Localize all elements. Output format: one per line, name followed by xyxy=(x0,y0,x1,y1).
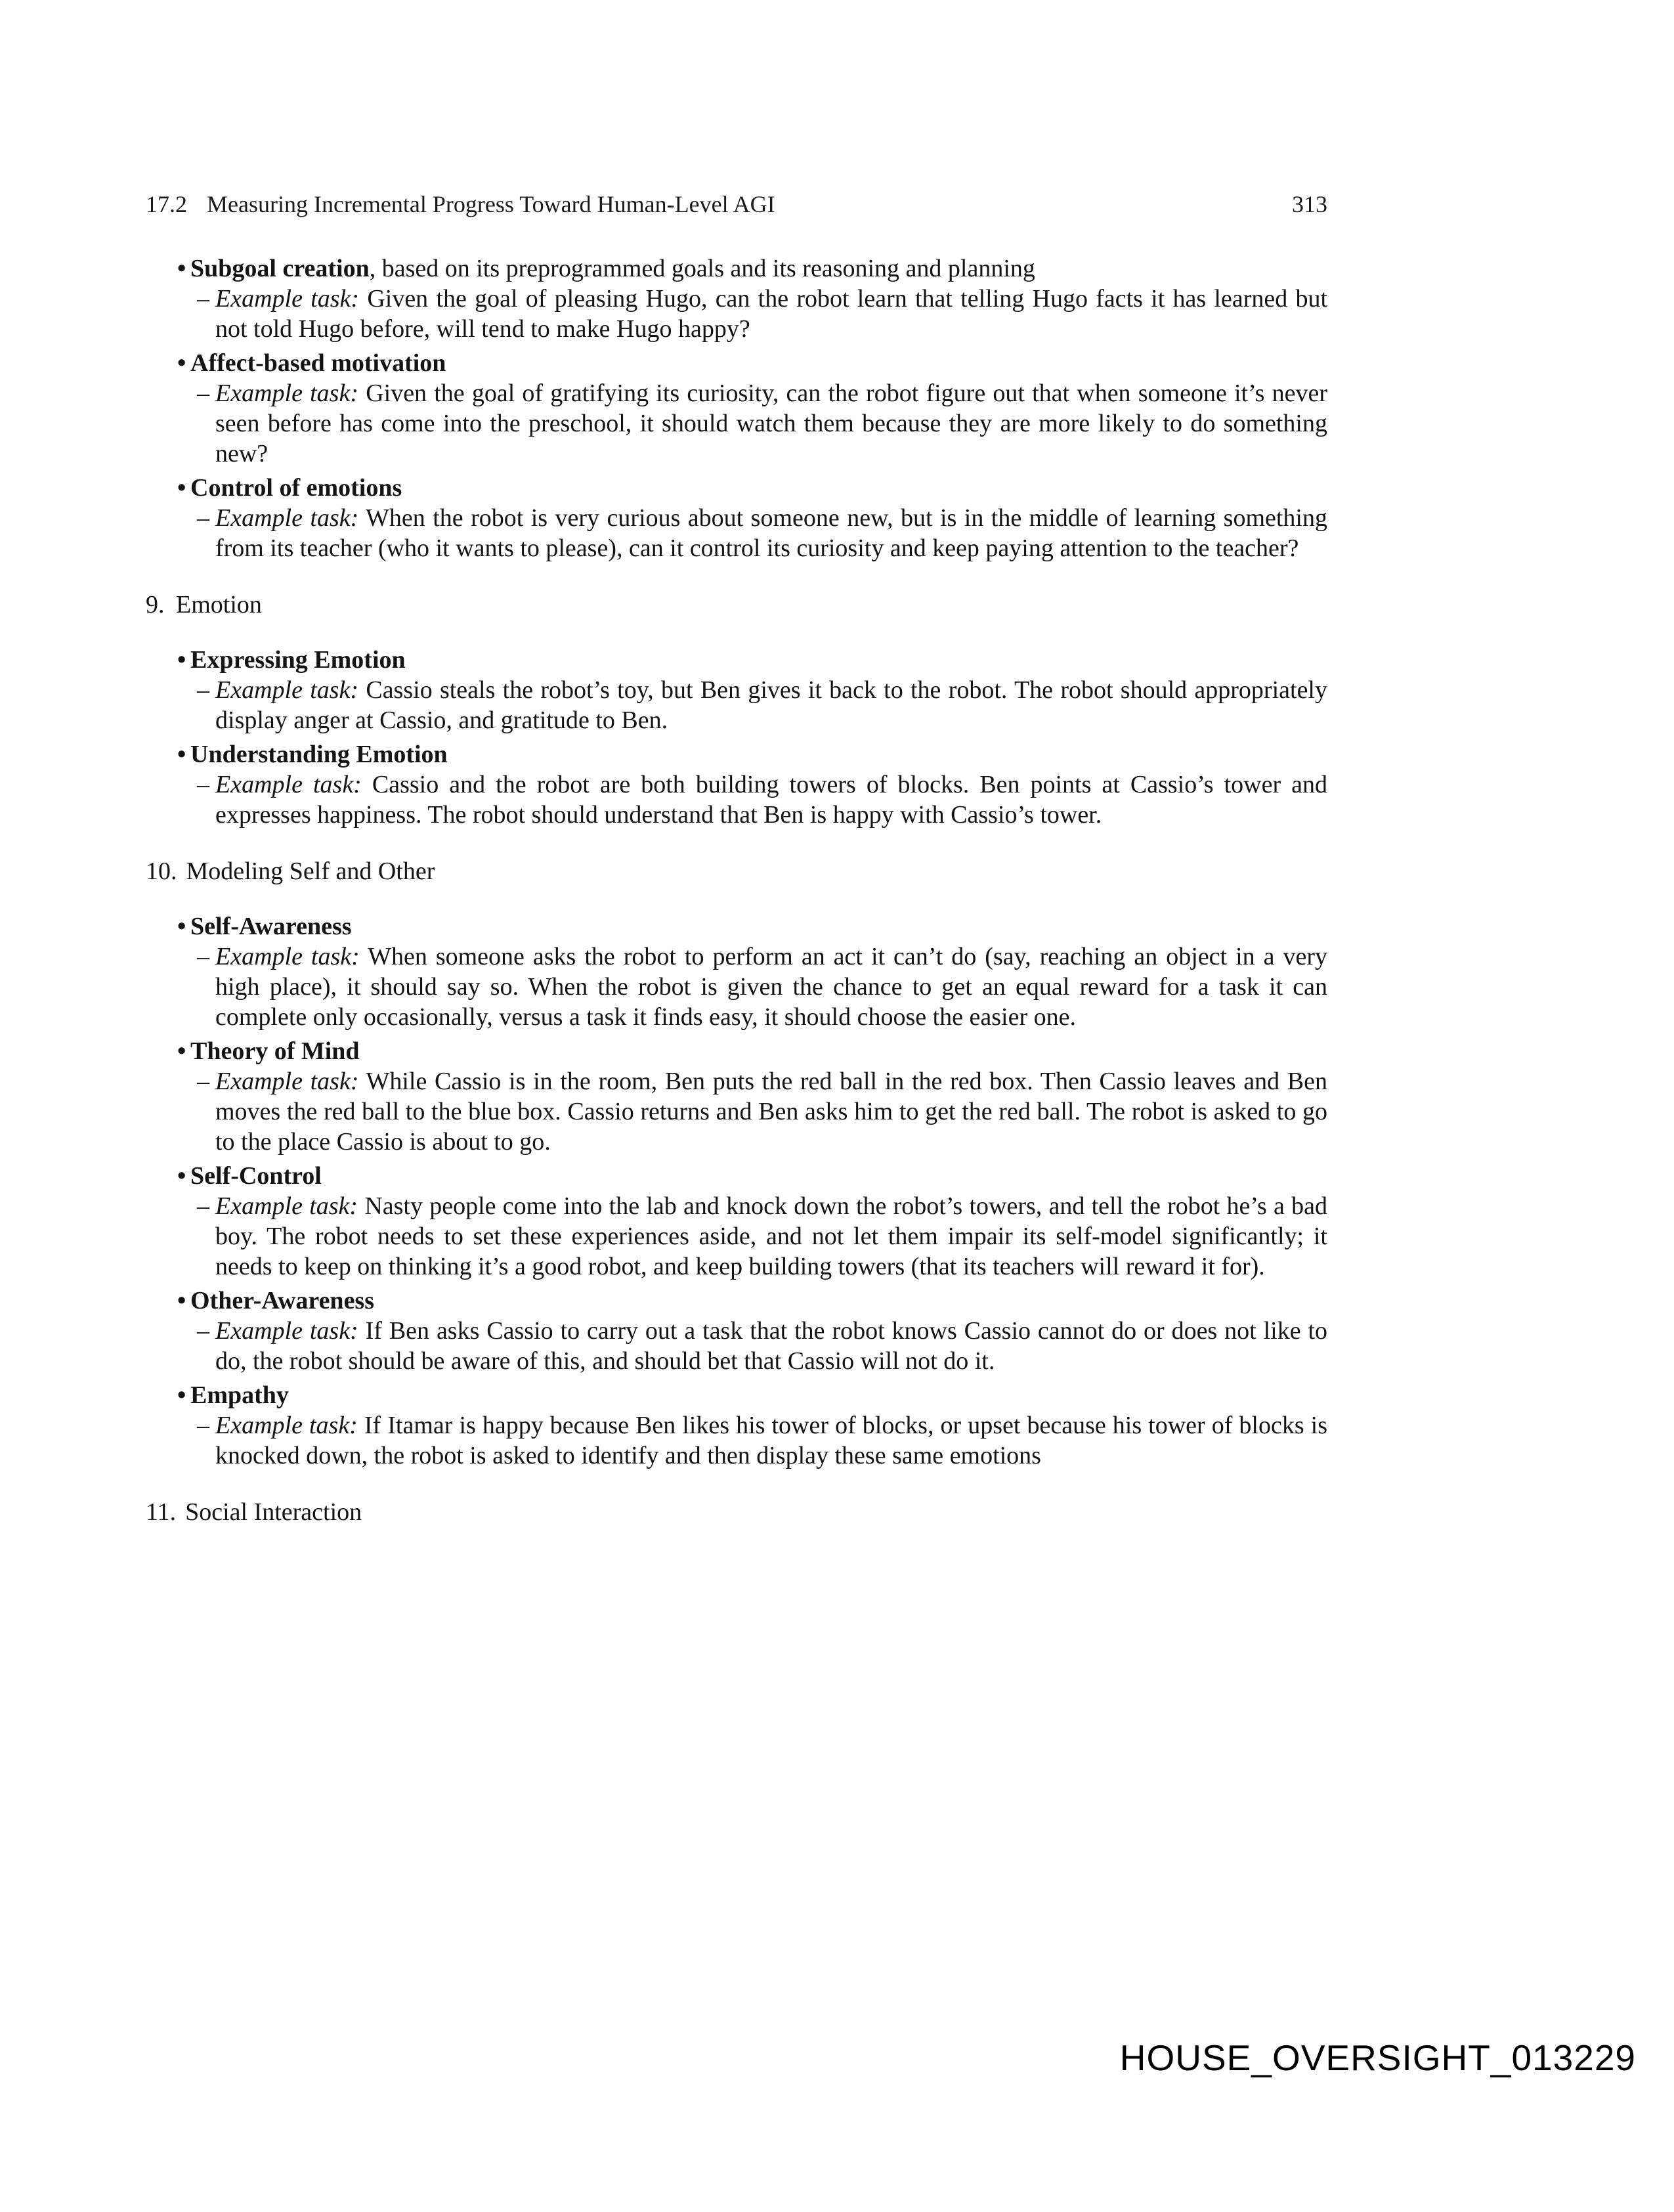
example-task-label: Example task: xyxy=(215,1192,358,1220)
numbered-section-heading xyxy=(146,1497,1327,1527)
dash-icon: – xyxy=(197,943,209,970)
capability-heading xyxy=(177,1036,1327,1066)
list-item xyxy=(177,473,1327,563)
list-item xyxy=(177,253,1327,344)
item-number: 9. xyxy=(146,591,165,618)
running-header-left xyxy=(146,189,775,219)
capability-name: Understanding Emotion xyxy=(190,741,448,768)
capability-name: Control of emotions xyxy=(190,474,402,502)
capability-heading xyxy=(177,645,1327,675)
numbered-section-heading xyxy=(146,856,1327,886)
example-task-label: Example task: xyxy=(215,1412,358,1439)
example-task-text: When someone asks the robot to perform an act it can’t do (say, reaching an object in a very high place), it should say so. When the robot is given the chance to get an equal reward for a task it can complete only occasionally, versus a task it finds easy, it should choose the easier one. xyxy=(215,943,1327,1031)
bullet-icon: • xyxy=(177,913,186,940)
item-number: 10. xyxy=(146,857,177,885)
capability-heading xyxy=(177,1286,1327,1316)
capability-name: Other-Awareness xyxy=(190,1287,375,1314)
dash-icon: – xyxy=(197,1068,209,1095)
capability-name: Theory of Mind xyxy=(190,1037,360,1065)
example-task-label: Example task: xyxy=(215,285,360,313)
dash-icon: – xyxy=(197,285,209,313)
capability-desc: , based on its preprogrammed goals and its reasoning and planning xyxy=(369,255,1035,282)
example-task-text: If Itamar is happy because Ben likes his tower of blocks, or upset because his tower of blocks is knocked down, the robot is asked to identify and then display these same emotions xyxy=(215,1412,1328,1469)
dash-icon: – xyxy=(197,676,209,704)
bullet-icon: • xyxy=(177,1162,186,1190)
dash-icon: – xyxy=(197,1192,209,1220)
example-task-text: Given the goal of gratifying its curiosity, can the robot figure out that when someone it’s never seen before has come into the preschool, it should watch them because they are more likely to do something new? xyxy=(215,380,1328,467)
list-item xyxy=(177,348,1327,469)
example-task-label: Example task: xyxy=(215,676,359,704)
capability-heading xyxy=(177,739,1327,770)
capability-list-10 xyxy=(146,911,1327,1471)
list-item xyxy=(177,1161,1327,1282)
list-item xyxy=(177,1380,1327,1471)
example-task-text: Cassio and the robot are both building towers of blocks. Ben points at Cassio’s tower and expresses happiness. The robot should understand that Ben is happy with Cassio’s tower. xyxy=(215,771,1328,829)
example-task xyxy=(177,284,1327,344)
example-task-text: Cassio steals the robot’s toy, but Ben gives it back to the robot. The robot should appropriately display anger at Cassio, and gratitude to Ben. xyxy=(215,676,1327,734)
capability-name: Self-Control xyxy=(190,1162,322,1190)
example-task-label: Example task: xyxy=(215,771,362,798)
example-task xyxy=(177,942,1327,1032)
list-item xyxy=(177,911,1327,1032)
dash-icon: – xyxy=(197,504,209,532)
capability-heading xyxy=(177,911,1327,942)
example-task xyxy=(177,770,1327,830)
dash-icon: – xyxy=(197,1412,209,1439)
capability-name: Empathy xyxy=(190,1381,289,1409)
example-task xyxy=(177,378,1327,469)
capability-heading xyxy=(177,253,1327,284)
example-task-text: If Ben asks Cassio to carry out a task that the robot knows Cassio cannot do or does not like to do, the robot should be aware of this, and should bet that Cassio will not do it. xyxy=(215,1317,1328,1375)
capability-heading xyxy=(177,348,1327,378)
bullet-icon: • xyxy=(177,1037,186,1065)
example-task xyxy=(177,1191,1327,1282)
bullet-icon: • xyxy=(177,349,186,377)
list-item xyxy=(177,645,1327,735)
numbered-section-heading xyxy=(146,590,1327,620)
watermark-text: HOUSE_OVERSIGHT_013229 xyxy=(1119,2037,1636,2078)
bullet-icon: • xyxy=(177,646,186,674)
capability-heading xyxy=(177,1161,1327,1191)
capability-list-9 xyxy=(146,645,1327,830)
dash-icon: – xyxy=(197,380,209,407)
example-task-text: While Cassio is in the room, Ben puts the red ball in the red box. Then Cassio leaves and Ben moves the red ball to the blue box. Cassio returns and Ben asks him to get the red ball. The robot is asked to go to the place Cassio is about to go. xyxy=(215,1068,1327,1156)
example-task xyxy=(177,503,1327,563)
example-task-text: Nasty people come into the lab and knock down the robot’s towers, and tell the robot he’s a bad boy. The robot needs to set these experiences aside, and not let them impair its self-model significantly; it needs to keep on thinking it’s a good robot, and keep building towers (that its teachers will reward it for). xyxy=(215,1192,1328,1280)
example-task xyxy=(177,1316,1327,1376)
example-task-label: Example task: xyxy=(215,1068,359,1095)
capability-heading xyxy=(177,1380,1327,1410)
capability-name: Self-Awareness xyxy=(190,913,352,940)
list-item xyxy=(177,1036,1327,1157)
capability-name: Expressing Emotion xyxy=(190,646,406,674)
dash-icon: – xyxy=(197,771,209,798)
item-title: Emotion xyxy=(176,591,262,618)
bullet-icon: • xyxy=(177,1381,186,1409)
list-item xyxy=(177,739,1327,830)
running-header xyxy=(146,189,1327,219)
bullet-icon: • xyxy=(177,474,186,502)
dash-icon: – xyxy=(197,1317,209,1345)
example-task xyxy=(177,1066,1327,1157)
example-task-text: Given the goal of pleasing Hugo, can the robot learn that telling Hugo facts it has learned but not told Hugo before, will tend to make Hugo happy? xyxy=(215,285,1328,343)
item-number: 11. xyxy=(146,1498,177,1526)
capability-heading xyxy=(177,473,1327,503)
example-task-label: Example task: xyxy=(215,943,360,970)
example-task xyxy=(177,1410,1327,1471)
page-content xyxy=(146,253,1327,1527)
item-title: Modeling Self and Other xyxy=(186,857,435,885)
example-task xyxy=(177,675,1327,735)
example-task-label: Example task: xyxy=(215,1317,358,1345)
example-task-label: Example task: xyxy=(215,504,359,532)
capability-name: Affect-based motivation xyxy=(190,349,446,377)
list-item xyxy=(177,1286,1327,1376)
example-task-text: When the robot is very curious about someone new, but is in the middle of learning something from its teacher (who it wants to please), can it control its curiosity and keep paying attention to the teacher? xyxy=(215,504,1327,562)
section-title: Measuring Incremental Progress Toward Human-Level AGI xyxy=(207,191,775,217)
bullet-icon: • xyxy=(177,741,186,768)
bullet-icon: • xyxy=(177,1287,186,1314)
section-number: 17.2 xyxy=(146,191,187,217)
capability-list-8 xyxy=(146,253,1327,563)
example-task-label: Example task: xyxy=(215,380,358,407)
capability-name: Subgoal creation xyxy=(190,255,370,282)
page-number: 313 xyxy=(1292,191,1327,217)
bullet-icon: • xyxy=(177,255,186,282)
item-title: Social Interaction xyxy=(185,1498,362,1526)
